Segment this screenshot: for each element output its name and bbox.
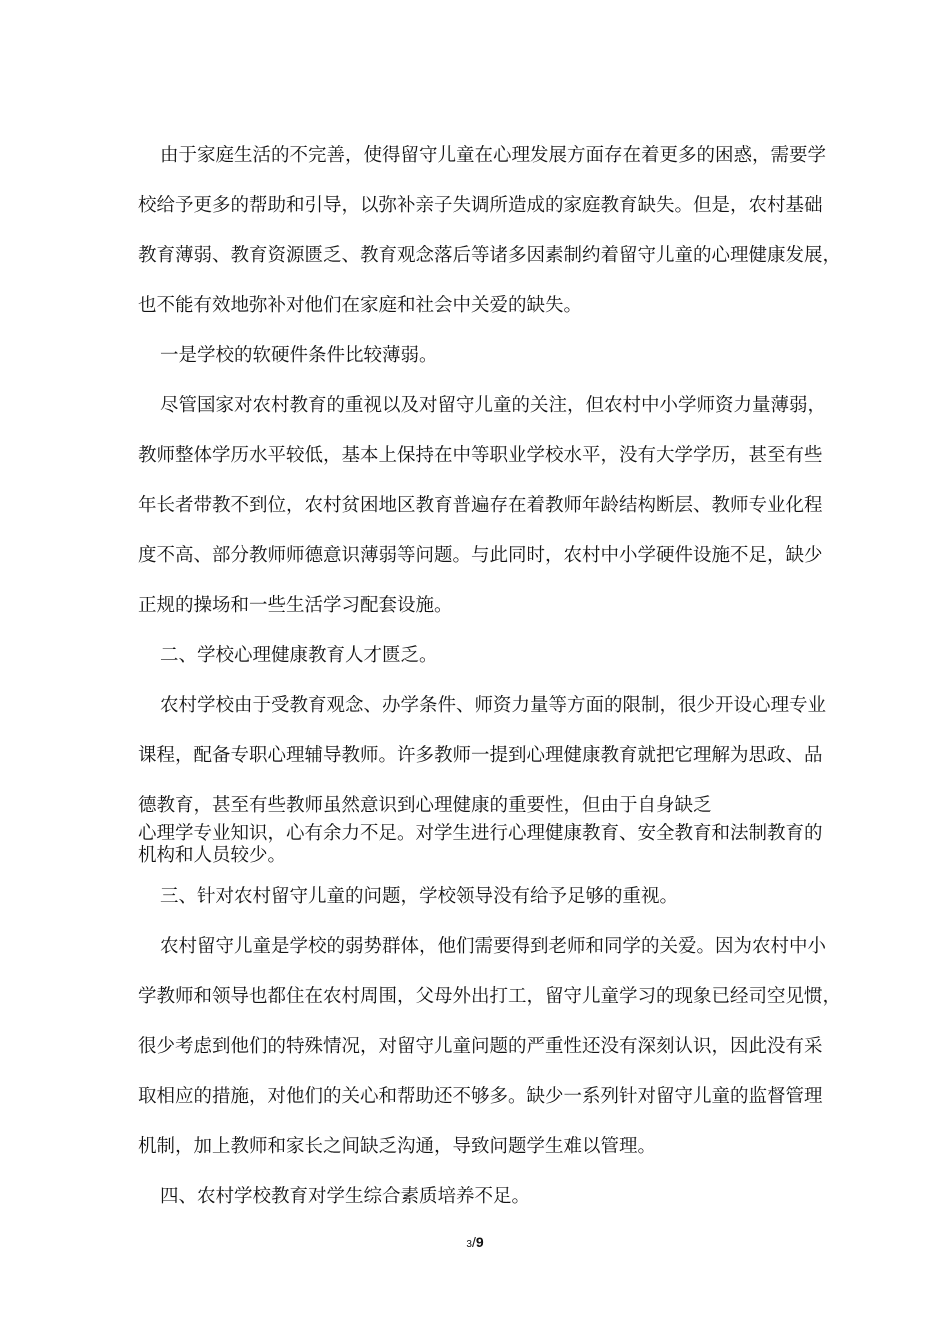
text-line: 机构和人员较少。 [138, 845, 287, 866]
page-separator: / [471, 1234, 476, 1250]
text-line: 年长者带教不到位，农村贫困地区教育普遍存在着教师年龄结构断层、教师专业化程 [138, 495, 823, 516]
text-line: 尽管国家对农村教育的重视以及对留守儿童的关注，但农村中小学师资力量薄弱， [160, 395, 827, 416]
text-line: 校给予更多的帮助和引导，以弥补亲子失调所造成的家庭教育缺失。但是，农村基础 [138, 195, 823, 216]
section-heading: 一是学校的软硬件条件比较薄弱。 [160, 345, 438, 366]
text-line: 课程，配备专职心理辅导教师。许多教师一提到心理健康教育就把它理解为思政、品 [138, 745, 823, 766]
text-line: 心理学专业知识，心有余力不足。对学生进行心理健康教育、安全教育和法制教育的 [138, 823, 823, 844]
section-heading: 四、农村学校教育对学生综合素质培养不足。 [160, 1186, 531, 1207]
text-line: 由于家庭生活的不完善，使得留守儿童在心理发展方面存在着更多的困惑，需要学 [160, 145, 827, 166]
text-line: 教育薄弱、教育资源匮乏、教育观念落后等诸多因素制约着留守儿童的心理健康发展， [138, 245, 842, 266]
text-line: 农村留守儿童是学校的弱势群体，他们需要得到老师和同学的关爱。因为农村中小 [160, 936, 827, 957]
text-line: 德教育，甚至有些教师虽然意识到心理健康的重要性，但由于自身缺乏 [138, 795, 712, 816]
page-current: 3 [466, 1239, 472, 1250]
text-line: 学教师和领导也都住在农村周围，父母外出打工，留守儿童学习的现象已经司空见惯， [138, 986, 842, 1007]
text-line: 正规的操场和一些生活学习配套设施。 [138, 595, 453, 616]
text-line: 取相应的措施，对他们的关心和帮助还不够多。缺少一系列针对留守儿童的监督管理 [138, 1086, 823, 1107]
text-line: 也不能有效地弥补对他们在家庭和社会中关爱的缺失。 [138, 295, 583, 316]
page-total: 9 [475, 1234, 484, 1250]
section-heading: 二、学校心理健康教育人才匮乏。 [160, 645, 438, 666]
text-line: 农村学校由于受教育观念、办学条件、师资力量等方面的限制，很少开设心理专业 [160, 695, 827, 716]
text-line: 很少考虑到他们的特殊情况，对留守儿童问题的严重性还没有深刻认识，因此没有采 [138, 1036, 823, 1057]
text-line: 机制，加上教师和家长之间缺乏沟通，导致问题学生难以管理。 [138, 1136, 657, 1157]
page-number [0, 1234, 950, 1250]
text-line: 度不高、部分教师师德意识薄弱等问题。与此同时，农村中小学硬件设施不足，缺少 [138, 545, 823, 566]
text-line: 教师整体学历水平较低，基本上保持在中等职业学校水平，没有大学学历，甚至有些 [138, 445, 823, 466]
section-heading: 三、针对农村留守儿童的问题，学校领导没有给予足够的重视。 [160, 886, 679, 907]
